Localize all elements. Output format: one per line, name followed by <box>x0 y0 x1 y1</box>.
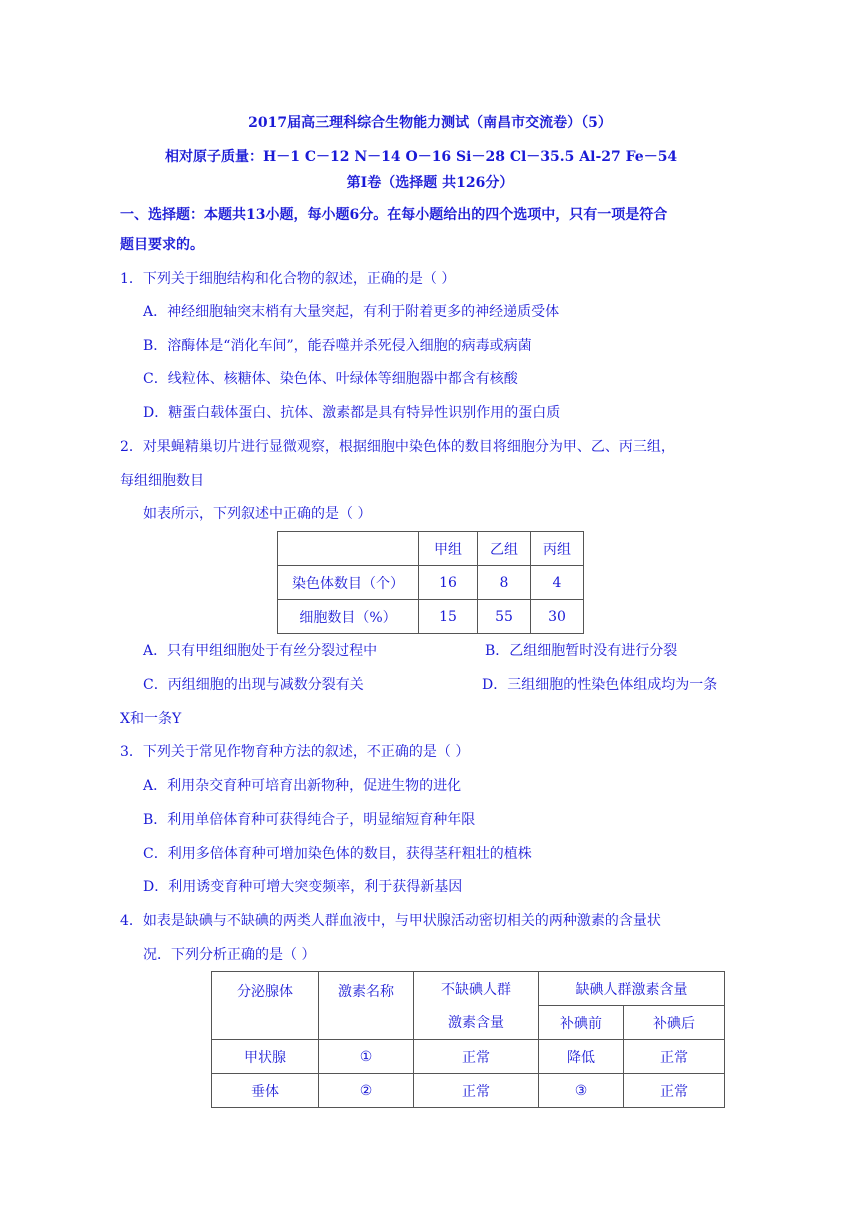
table-header-cell: 丙组 <box>531 532 584 566</box>
table-cell: 16 <box>419 566 478 600</box>
table-cell: 正常 <box>624 1040 725 1074</box>
hormone-table <box>211 971 725 1108</box>
part-heading: 第Ⅰ卷（选择题 共126分） <box>346 175 514 191</box>
table-header-cell: 乙组 <box>478 532 531 566</box>
table-header-cell: 补碘后 <box>624 1006 725 1040</box>
question-3-option-c: C．利用多倍体育种可增加染色体的数目，获得茎秆粗壮的植株 <box>143 846 532 862</box>
table-header-cell: 激素名称 <box>319 972 414 1040</box>
question-2-stem-line-2: 每组细胞数目 <box>120 473 204 489</box>
table-header-cell: 分泌腺体 <box>212 972 319 1040</box>
question-2-stem-line-1: 2．对果蝇精巢切片进行显微观察，根据细胞中染色体的数目将细胞分为甲、乙、丙三组， <box>120 439 675 455</box>
table-cell: 4 <box>531 566 584 600</box>
table-row <box>278 532 584 566</box>
section-intro-line-2: 题目要求的。 <box>120 237 204 253</box>
table-cell: 降低 <box>539 1040 624 1074</box>
table-header-cell: 补碘前 <box>539 1006 624 1040</box>
table-row <box>212 972 725 1006</box>
question-3-option-a: A．利用杂交育种可培育出新物种，促进生物的进化 <box>143 778 462 794</box>
table-row <box>212 1074 725 1108</box>
question-2-option-a: A．只有甲组细胞处于有丝分裂过程中 <box>143 643 378 659</box>
table-cell: ③ <box>539 1074 624 1108</box>
question-3-stem: 3．下列关于常见作物育种方法的叙述，不正确的是（ ） <box>120 744 470 760</box>
table-cell: 正常 <box>414 1040 539 1074</box>
question-3-option-d: D．利用诱变育种可增大突变频率，利于获得新基因 <box>143 879 463 895</box>
question-2-option-d-continued: X和一条Y <box>120 711 182 727</box>
table-cell: 垂体 <box>212 1074 319 1108</box>
table-row <box>212 1040 725 1074</box>
question-1-option-c: C．线粒体、核糖体、染色体、叶绿体等细胞器中都含有核酸 <box>143 371 518 387</box>
question-2-stem-line-3: 如表所示，下列叙述中正确的是（ ） <box>143 506 372 522</box>
table-cell: 甲状腺 <box>212 1040 319 1074</box>
table-cell: 细胞数目（%） <box>278 600 419 634</box>
exam-title: 2017届高三理科综合生物能力测试（南昌市交流卷）（5） <box>248 115 612 131</box>
question-1-option-a: A．神经细胞轴突末梢有大量突起，有利于附着更多的神经递质受体 <box>143 304 560 320</box>
table-row <box>278 566 584 600</box>
table-header-cell: 甲组 <box>419 532 478 566</box>
table-header-cell <box>278 532 419 566</box>
table-row <box>278 600 584 634</box>
question-4-stem-line-2: 况．下列分析正确的是（ ） <box>143 947 316 963</box>
question-4-stem-line-1: 4．如表是缺碘与不缺碘的两类人群血液中，与甲状腺活动密切相关的两种激素的含量状 <box>120 913 661 929</box>
question-1-option-b: B．溶酶体是“消化车间”，能吞噬并杀死侵入细胞的病毒或病菌 <box>143 338 532 354</box>
table-header-cell: 缺碘人群激素含量 <box>539 972 725 1006</box>
table-cell: 55 <box>478 600 531 634</box>
question-1-option-d: D．糖蛋白载体蛋白、抗体、激素都是具有特异性识别作用的蛋白质 <box>143 405 561 421</box>
table-cell: ② <box>319 1074 414 1108</box>
atomic-mass-line: 相对原子质量：H－1 C－12 N－14 O－16 Si－28 Cl－35.5 Al-27 Fe－54 <box>165 149 678 165</box>
question-2-option-b: B．乙组细胞暂时没有进行分裂 <box>485 643 678 659</box>
table-cell: 8 <box>478 566 531 600</box>
table-cell: 正常 <box>414 1074 539 1108</box>
section-intro-line-1: 一、选择题：本题共13小题，每小题6分。在每小题给出的四个选项中，只有一项是符合 <box>120 207 668 223</box>
question-2-option-d: D．三组细胞的性染色体组成均为一条 <box>482 677 718 693</box>
table-cell: 30 <box>531 600 584 634</box>
table-cell: ① <box>319 1040 414 1074</box>
question-2-option-c: C．丙组细胞的出现与减数分裂有关 <box>143 677 364 693</box>
table-cell: 染色体数目（个） <box>278 566 419 600</box>
table-header-cell: 不缺碘人群 <box>414 972 539 1006</box>
table-cell: 正常 <box>624 1074 725 1108</box>
table-cell: 15 <box>419 600 478 634</box>
question-3-option-b: B．利用单倍体育种可获得纯合子，明显缩短育种年限 <box>143 812 476 828</box>
chromosome-count-table <box>277 531 584 634</box>
question-1-stem: 1．下列关于细胞结构和化合物的叙述，正确的是（ ） <box>120 271 456 287</box>
table-header-cell: 激素含量 <box>414 1006 539 1040</box>
